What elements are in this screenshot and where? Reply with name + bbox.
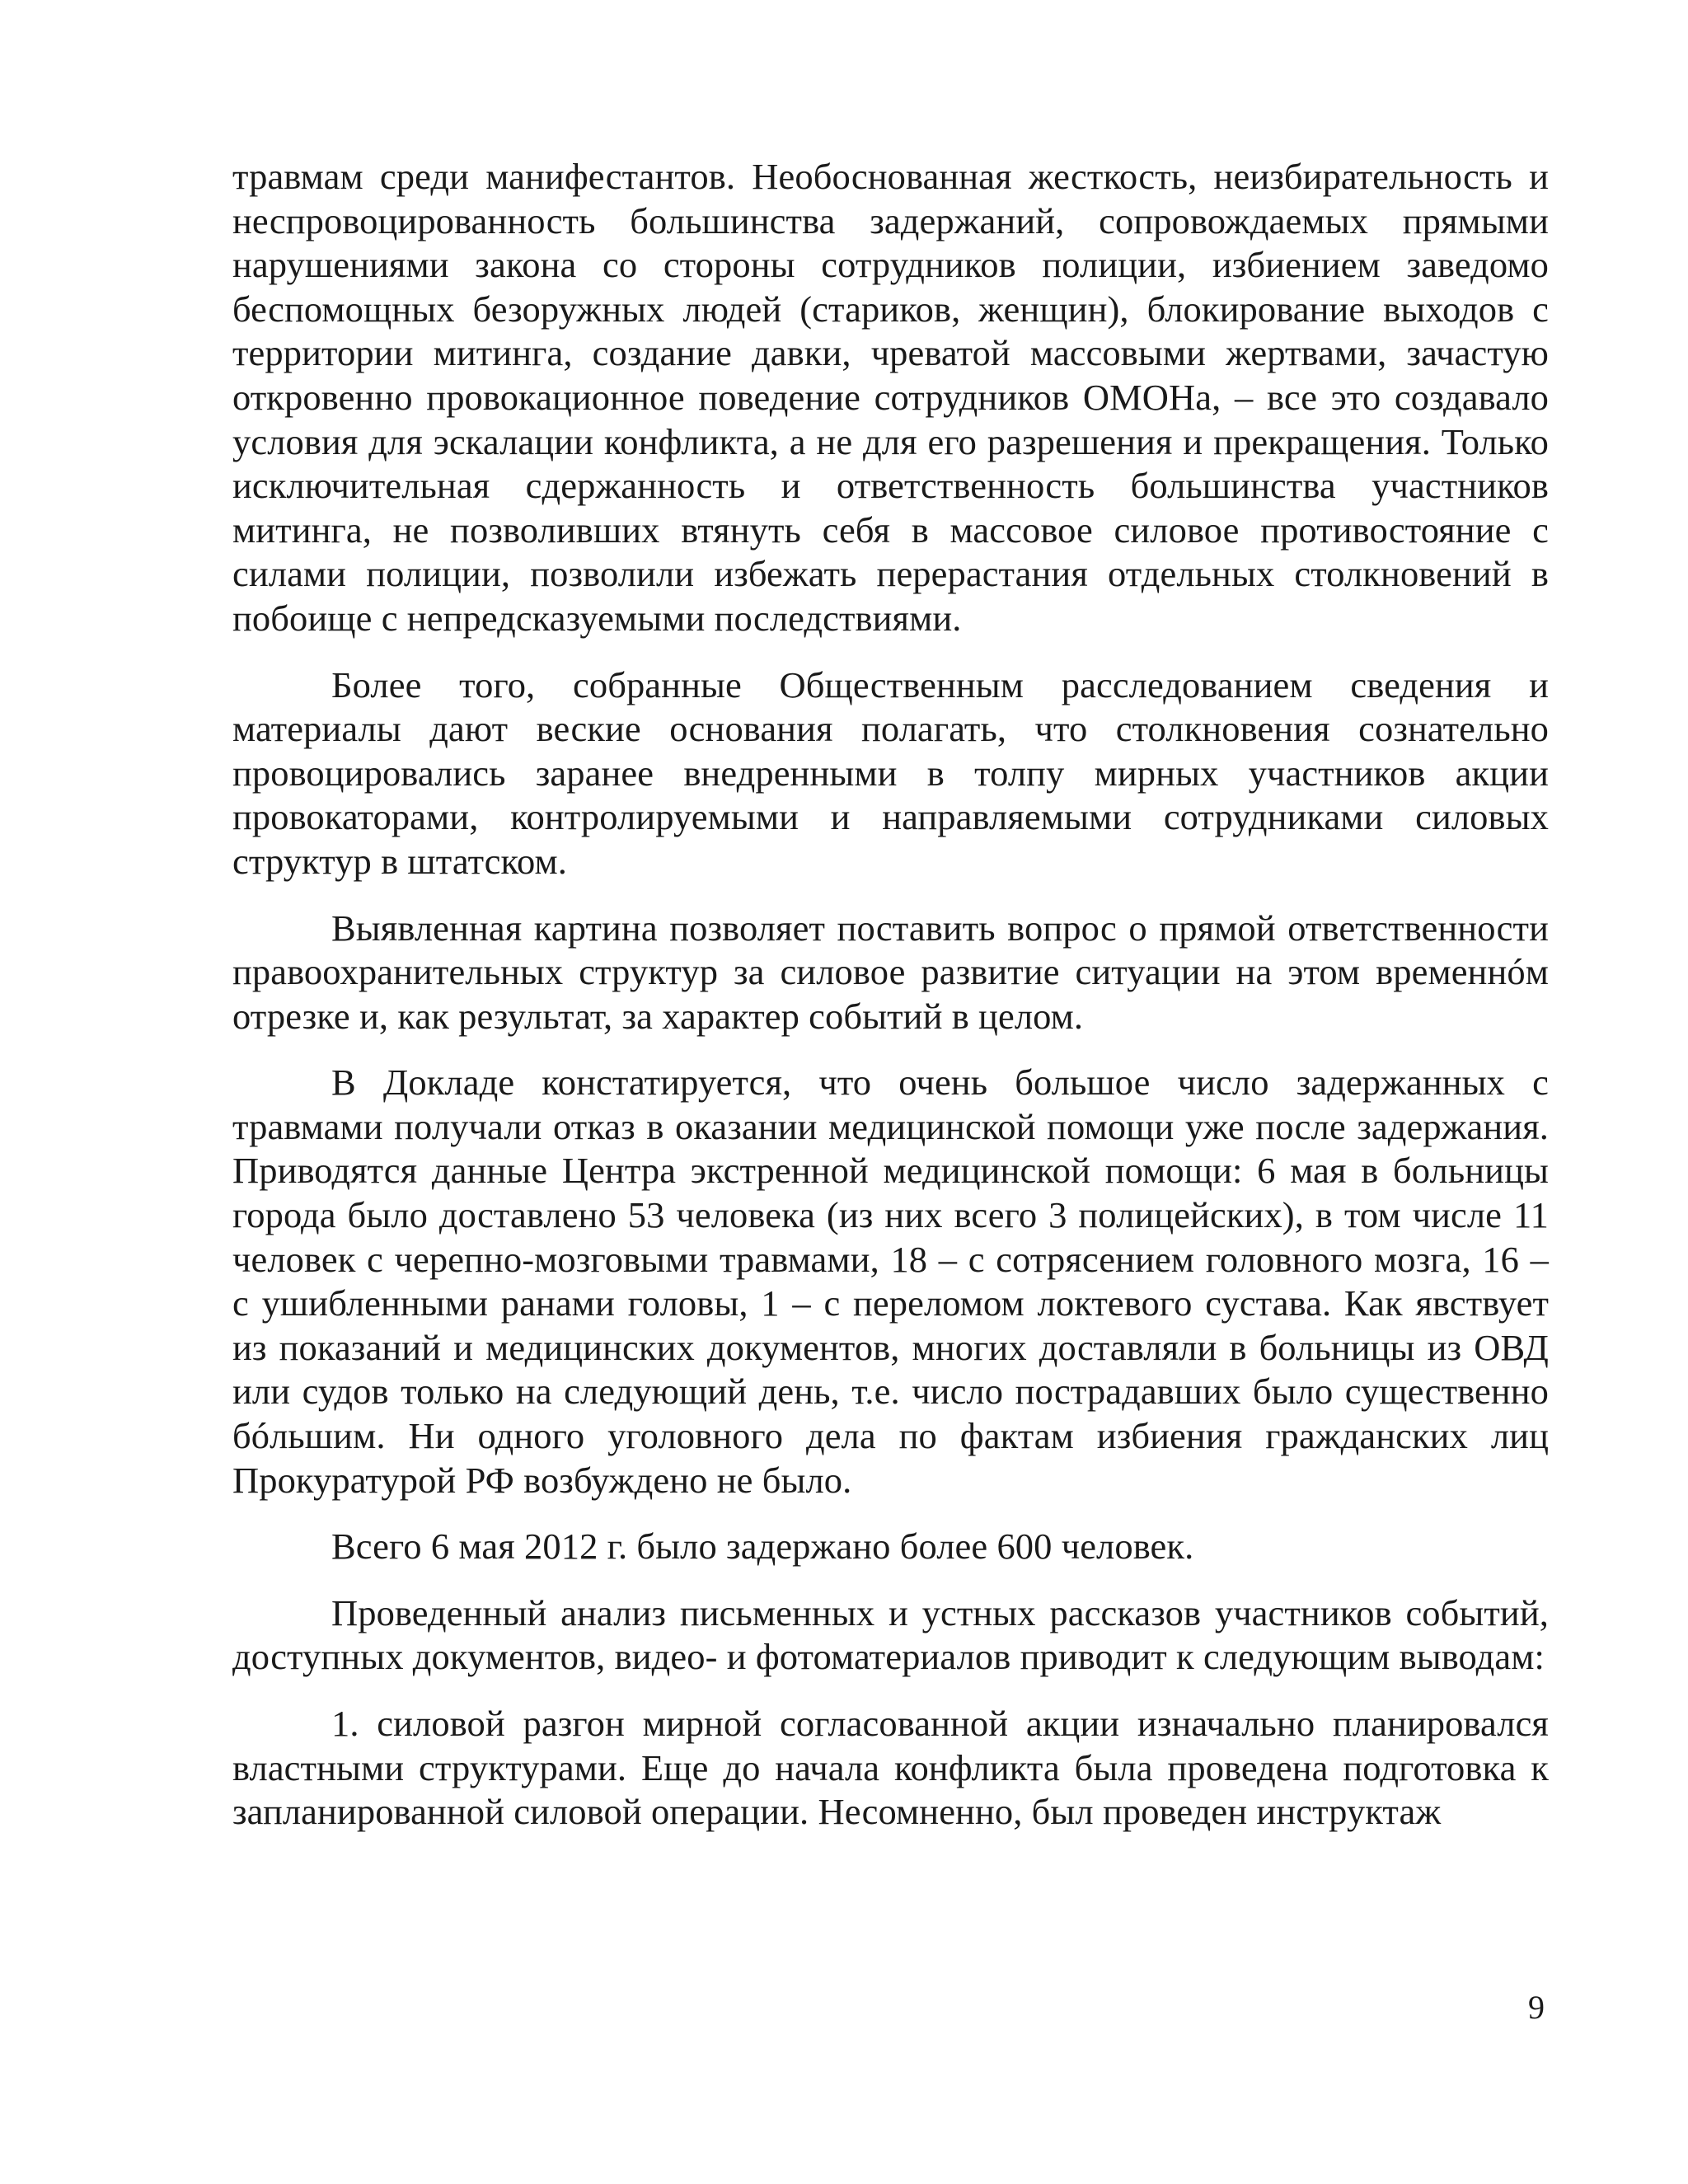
paragraph-6: Проведенный анализ письменных и устных рассказов участников событий, доступных документов, видео- и фотоматериалов приводит к следующим выводам: bbox=[232, 1591, 1549, 1678]
paragraph-5: Всего 6 мая 2012 г. было задержано более 600 человек. bbox=[331, 1526, 1194, 1568]
paragraph-2: Более того, собранные Общественным расследованием сведения и материалы дают веские основания полагать, что столкновения сознательно провоцировались заранее внедренными в толпу мирных участников акции провокаторами, контролируемыми и направляемыми сотрудниками силовых структур в штатском. bbox=[232, 663, 1549, 882]
paragraph-3: Выявленная картина позволяет поставить вопрос о прямой ответственности правоохранительных структур за силовое развитие ситуации на этом временнóм отрезке и, как результат, за характер событий в целом. bbox=[232, 907, 1549, 1037]
document-body bbox=[232, 155, 1549, 1835]
paragraph-4: В Докладе констатируется, что очень большое число задержанных с травмами получали отказ в оказании медицинской помощи уже после задержания. Приводятся данные Центра экстренной медицинской помощи: 6 мая в больницы города было доставлено 53 человека (из них всего 3 полицейских), в том числе 11 человек с черепно-мозговыми травмами, 18 – с сотрясением головного мозга, 16 – с ушибленными ранами головы, 1 – с переломом локтевого сустава. Как явствует из показаний и медицинских документов, многих доставляли в больницы из ОВД или судов только на следующий день, т.е. число пострадавших было существенно бóльшим. Ни одного уголовного дела по фактам избиения гражданских лиц Прокуратурой РФ возбуждено не было. bbox=[232, 1062, 1549, 1501]
paragraph-1: травмам среди манифестантов. Необоснованная жесткость, неизбирательность и неспровоцированность большинства задержаний, сопровождаемых прямыми нарушениями закона со стороны сотрудников полиции, избиением заведомо беспомощных безоружных людей (стариков, женщин), блокирование выходов с территории митинга, создание давки, чреватой массовыми жертвами, зачастую откровенно провокационное поведение сотрудников ОМОНа, – все это создавало условия для эскалации конфликта, а не для его разрешения и прекращения. Только исключительная сдержанность и ответственность большинства участников митинга, не позволивших втянуть себя в массовое силовое противостояние с силами полиции, позволили избежать перерастания отдельных столкновений в побоище с непредсказуемыми последствиями. bbox=[232, 156, 1549, 639]
paragraph-7: 1. силовой разгон мирной согласованной акции изначально планировался властными структурами. Еще до начала конфликта была проведена подготовка к запланированной силовой операции. Несомненно, был проведен инструктаж bbox=[232, 1703, 1549, 1833]
page-number: 9 bbox=[1528, 1989, 1545, 2026]
